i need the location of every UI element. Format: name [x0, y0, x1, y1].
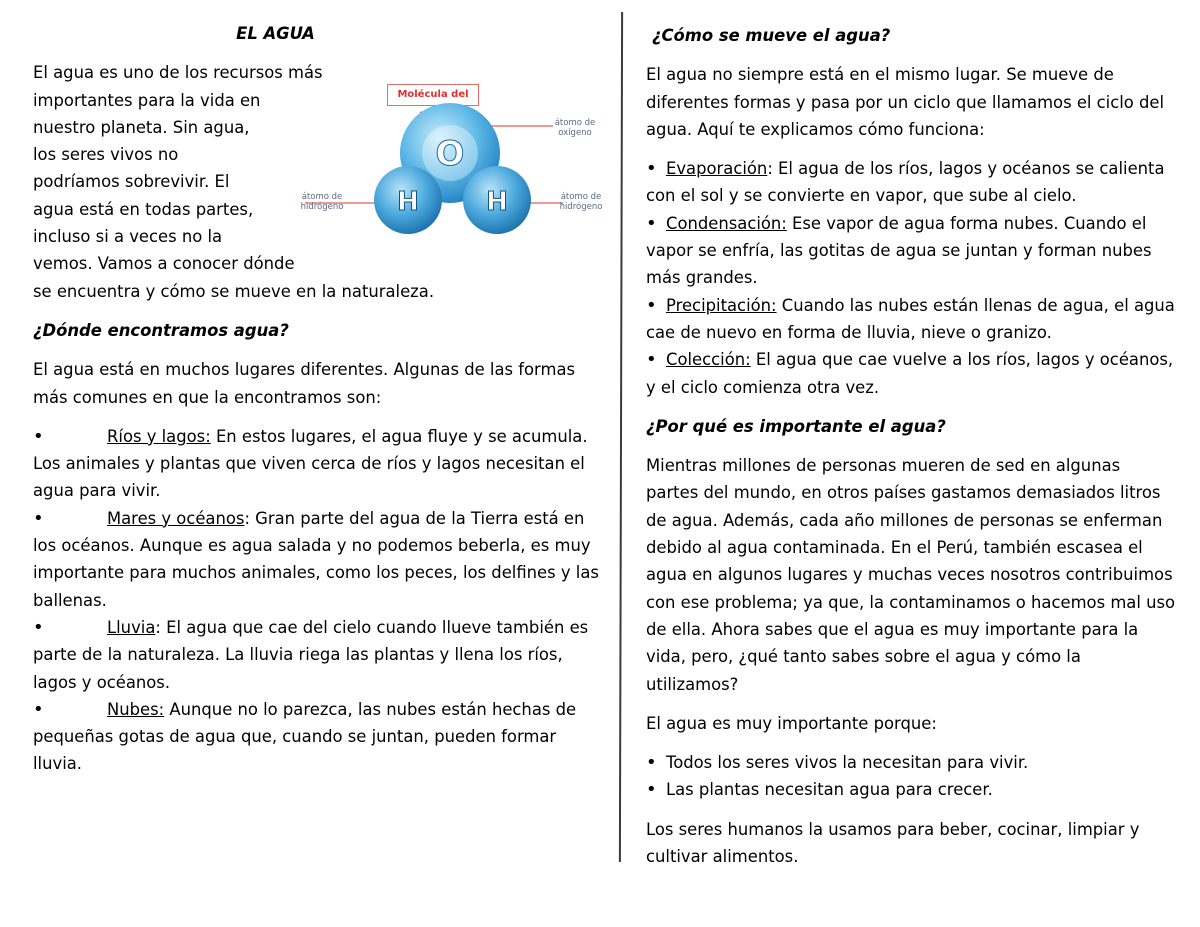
- hydrogen-right-label: átomo de hidrógeno: [559, 192, 603, 212]
- places-list: [33, 423, 603, 778]
- list-item: [33, 423, 603, 505]
- oxygen-label: átomo de oxígeno: [554, 118, 596, 138]
- molecule-diagram: [295, 58, 605, 248]
- bullet-icon: [646, 292, 666, 319]
- closing-paragraph: Los seres humanos la usamos para beber, cocinar, limpiar y cultivar alimentos.: [646, 819, 1140, 867]
- list-term: Colección:: [666, 350, 751, 370]
- why-heading: ¿Por qué es importante el agua?: [646, 416, 946, 436]
- list-term: Precipitación:: [666, 295, 777, 315]
- where-paragraph: El agua está en muchos lugares diferentes. Algunas de las formas más comunes en que la encontramos son:: [33, 360, 576, 407]
- list-term: Nubes:: [107, 699, 165, 719]
- intro-line: El agua es uno de los recursos más: [33, 63, 323, 83]
- bullet-icon: [646, 776, 666, 803]
- intro-line: vemos. Vamos a conocer dónde: [33, 254, 295, 274]
- document-title: EL AGUA: [236, 24, 315, 43]
- list-item: [646, 292, 1176, 347]
- hydrogen-letter-right: H: [486, 187, 508, 217]
- move-paragraph: El agua no siempre está en el mismo lugar. Se mueve de diferentes formas y pasa por un ciclo que llamamos el ciclo del agua. Aquí te explicamos cómo funciona:: [646, 65, 1165, 139]
- list-term: Ríos y lagos:: [107, 426, 211, 446]
- intro-line: los seres vivos no: [33, 145, 179, 165]
- right-column: [646, 22, 1176, 882]
- intro-line: agua está en todas partes,: [33, 199, 254, 219]
- list-item: [646, 776, 1176, 803]
- list-text: Cuando las nubes están llenas de agua, el agua cae de nuevo en forma de lluvia, nieve o granizo.: [646, 295, 1175, 342]
- intro-line: se encuentra y cómo se mueve en la naturaleza.: [33, 281, 435, 301]
- list-text: En estos lugares, el agua fluye y se acumula. Los animales y plantas que viven cerca de ríos y lagos necesitan el agua para vivir.: [33, 426, 588, 501]
- list-text: Ese vapor de agua forma nubes. Cuando el vapor se enfría, las gotitas de agua se juntan y forman nubes más grandes.: [646, 213, 1152, 288]
- list-text: Aunque no lo parezca, las nubes están hechas de pequeñas gotas de agua que, cuando se juntan, pueden formar lluvia.: [33, 699, 577, 774]
- list-term: Lluvia: [107, 617, 156, 637]
- where-heading: ¿Dónde encontramos agua?: [33, 320, 289, 340]
- column-divider: [619, 12, 623, 862]
- list-text: Las plantas necesitan agua para crecer.: [666, 780, 993, 800]
- list-term: Evaporación: [666, 159, 768, 179]
- bullet-icon: [646, 155, 666, 182]
- list-item: [33, 505, 603, 614]
- intro-line: nuestro planeta. Sin agua,: [33, 117, 250, 137]
- list-item: [646, 346, 1176, 401]
- list-text: : Gran parte del agua de la Tierra está en los océanos. Aunque es agua salada y no podemos beberla, es muy importante para muchos animales, como los peces, los delfines y las ballenas.: [33, 508, 599, 610]
- water-molecule-figure: [295, 58, 605, 248]
- list-text: El agua que cae vuelve a los ríos, lagos y océanos, y el ciclo comienza otra vez.: [646, 350, 1174, 397]
- bullet-icon: [646, 210, 666, 237]
- oxygen-letter: O: [435, 134, 465, 174]
- because-paragraph: El agua es muy importante porque:: [646, 713, 937, 733]
- reasons-list: [646, 749, 1176, 804]
- bullet-icon: [33, 505, 107, 532]
- move-heading: ¿Cómo se mueve el agua?: [652, 26, 891, 45]
- why-paragraph: Mientras millones de personas mueren de sed en algunas partes del mundo, en otros países gastamos demasiados litros de agua. Además, cada año millones de personas se enferman debido al agua contaminada. En el Perú, también escasea el agua en algunos lugares y muchas veces nosotros contribuimos con ese problema; ya que, la contaminamos o hacemos mal uso de ella. Ahora sabes que el agua es muy importante para la vida, pero, ¿qué tanto sabes sobre el agua y cómo la utilizamos?: [646, 456, 1176, 694]
- bullet-icon: [33, 614, 107, 641]
- list-text: : El agua de los ríos, lagos y océanos se calienta con el sol y se convierte en vapor, que sube al cielo.: [646, 159, 1165, 206]
- bullet-icon: [646, 749, 666, 776]
- list-item: [646, 210, 1176, 292]
- cycle-list: [646, 155, 1176, 401]
- list-term: Condensación:: [666, 213, 787, 233]
- list-item: [33, 696, 603, 778]
- list-text: : El agua que cae del cielo cuando llueve también es parte de la naturaleza. La lluvia riega las plantas y llena los ríos, lagos y océanos.: [33, 617, 589, 692]
- intro-line: incluso si a veces no la: [33, 227, 223, 247]
- list-item: [646, 155, 1176, 210]
- list-term: Mares y océanos: [107, 508, 245, 528]
- figure-title: Molécula del: [387, 84, 479, 106]
- intro-line: importantes para la vida en: [33, 90, 261, 110]
- list-text: Todos los seres vivos la necesitan para vivir.: [666, 753, 1029, 773]
- bullet-icon: [33, 696, 107, 723]
- list-item: [33, 614, 603, 696]
- intro-line: podríamos sobrevivir. El: [33, 172, 230, 192]
- bullet-icon: [646, 346, 666, 373]
- hydrogen-left-label: átomo de hidrógeno: [300, 192, 344, 212]
- hydrogen-letter-left: H: [397, 187, 419, 217]
- bullet-icon: [33, 423, 107, 450]
- list-item: [646, 749, 1176, 776]
